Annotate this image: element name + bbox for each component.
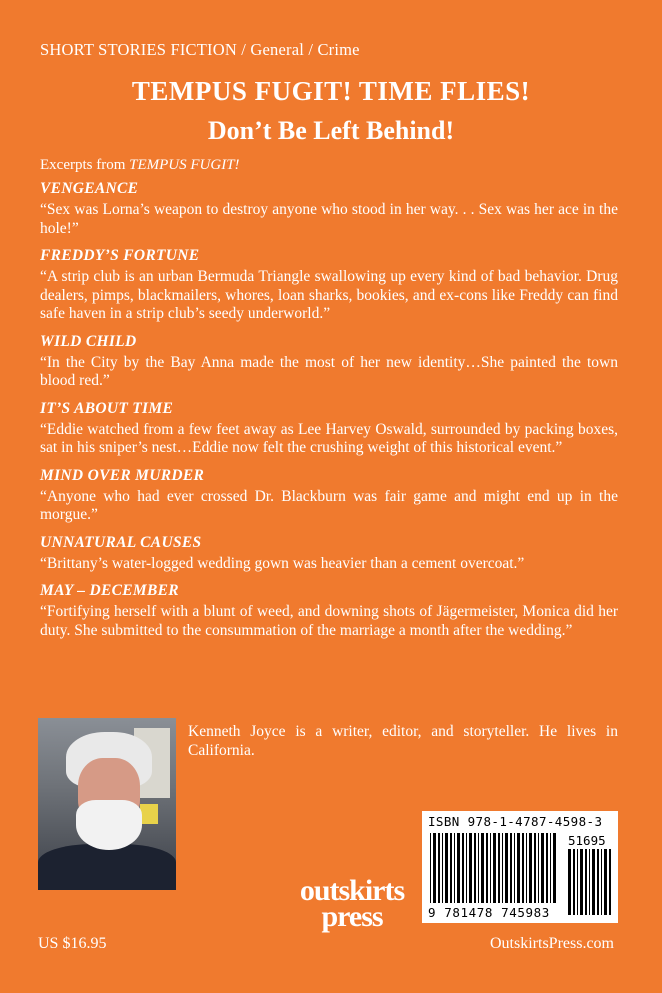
excerpt-text: “In the City by the Bay Anna made the most of her new identity…She painted the town blood red.” bbox=[40, 353, 618, 389]
excerpt-text: “Anyone who had ever crossed Dr. Blackburn was fair game and might end up in the morgue.” bbox=[40, 487, 618, 523]
intro-prefix: Excerpts from bbox=[40, 157, 130, 173]
barcode-bar bbox=[502, 833, 503, 903]
excerpt-title: UNNATURAL CAUSES bbox=[40, 533, 202, 551]
barcode-bar bbox=[450, 833, 452, 903]
excerpt-text: “A strip club is an urban Bermuda Triangle swallowing up every kind of bad behavior. Drug dealers, pimps, blackmailers, whores, loan sharks, bookies, and ex-cons like Freddy can find safe haven in a strip club’s seedy underworld.” bbox=[40, 268, 618, 322]
price: US $16.95 bbox=[38, 935, 107, 952]
excerpt-title: WILD CHILD bbox=[40, 332, 137, 350]
barcode-main-bars bbox=[430, 833, 558, 903]
excerpt-text: “Brittany’s water-logged wedding gown was heavier than a cement overcoat.” bbox=[40, 554, 525, 572]
excerpt-title: MAY – DECEMBER bbox=[40, 582, 179, 599]
barcode-bar bbox=[462, 833, 464, 903]
barcode-bar bbox=[529, 833, 532, 903]
excerpt bbox=[40, 333, 618, 391]
barcode-bar bbox=[486, 833, 488, 903]
barcode-bar bbox=[481, 833, 484, 903]
barcode-bar bbox=[505, 833, 508, 903]
photo-shirt bbox=[38, 844, 176, 890]
barcode-bar bbox=[457, 833, 460, 903]
excerpt bbox=[40, 180, 618, 238]
barcode-bar bbox=[592, 849, 595, 915]
intro-book-title: TEMPUS FUGIT! bbox=[129, 157, 240, 173]
excerpt-text: “Eddie watched from a few feet away as Lee Harvey Oswald, surrounded by packing boxes, sat in his sniper’s nest…Eddie now felt the crushing weight of this historical event.” bbox=[40, 420, 618, 456]
barcode-bar bbox=[517, 833, 520, 903]
barcode-bar bbox=[438, 833, 440, 903]
photo-beard bbox=[76, 800, 142, 850]
barcode-bar bbox=[498, 833, 500, 903]
barcode-bar bbox=[430, 833, 431, 903]
barcode-bar bbox=[514, 833, 515, 903]
barcode-bar bbox=[541, 833, 544, 903]
headline-title: TEMPUS FUGIT! TIME FLIES! bbox=[131, 76, 531, 106]
barcode-bar bbox=[445, 833, 448, 903]
barcode-bar bbox=[597, 849, 599, 915]
barcode-bar bbox=[478, 833, 479, 903]
barcode-bar bbox=[522, 833, 524, 903]
author-photo bbox=[38, 718, 176, 890]
excerpts-intro bbox=[40, 157, 240, 174]
barcode-bar bbox=[493, 833, 496, 903]
photo-background-note bbox=[140, 804, 158, 824]
barcode-bar bbox=[510, 833, 512, 903]
barcode-bar bbox=[433, 833, 436, 903]
author-bio: Kenneth Joyce is a writer, editor, and storyteller. He lives in California. bbox=[188, 723, 618, 759]
price-code: 51695 bbox=[568, 833, 606, 848]
excerpt-text: “Sex was Lorna’s weapon to destroy anyone who stood in her way. . . Sex was her ace in the hole!” bbox=[40, 201, 618, 237]
barcode-bar bbox=[526, 833, 527, 903]
barcode-bar bbox=[466, 833, 467, 903]
barcode-bar bbox=[534, 833, 536, 903]
excerpt-title: IT’S ABOUT TIME bbox=[40, 399, 174, 417]
barcode-bar bbox=[604, 849, 607, 915]
barcode-bar bbox=[546, 833, 548, 903]
barcode-bar bbox=[553, 833, 556, 903]
excerpt-text: “Fortifying herself with a blunt of weed, and downing shots of Jägermeister, Monica did her duty. She submitted to the consummation of the marriage a month after the wedding.” bbox=[40, 603, 618, 639]
barcode-bar bbox=[573, 849, 575, 915]
barcode-bar bbox=[474, 833, 476, 903]
barcode-bar bbox=[589, 849, 590, 915]
barcode-bar bbox=[568, 849, 571, 915]
isbn-barcode bbox=[422, 811, 618, 923]
barcode-bar bbox=[442, 833, 443, 903]
excerpt-title: FREDDY’S FORTUNE bbox=[40, 247, 200, 264]
excerpt bbox=[40, 400, 618, 458]
barcode-bar bbox=[454, 833, 455, 903]
publisher-url: OutskirtsPress.com bbox=[490, 935, 614, 952]
barcode-bar bbox=[490, 833, 491, 903]
excerpt bbox=[40, 467, 618, 525]
barcode-bar bbox=[577, 849, 578, 915]
headline-subtitle: Don’t Be Left Behind! bbox=[207, 116, 455, 145]
excerpt bbox=[40, 534, 618, 574]
barcode-bar bbox=[538, 833, 539, 903]
excerpt bbox=[40, 582, 618, 640]
logo-line-2: press bbox=[321, 900, 383, 933]
barcode-bar bbox=[601, 849, 602, 915]
logo-line-1: outskirts bbox=[299, 874, 405, 907]
category-line: SHORT STORIES FICTION / General / Crime bbox=[40, 40, 360, 59]
publisher-logo bbox=[290, 876, 414, 932]
barcode-bar bbox=[585, 849, 587, 915]
barcode-bar bbox=[580, 849, 583, 915]
isbn-number: ISBN 978-1-4787-4598-3 bbox=[428, 814, 603, 829]
barcode-addon-bars bbox=[568, 849, 612, 915]
excerpt bbox=[40, 247, 618, 324]
excerpt-title: VENGEANCE bbox=[40, 180, 139, 197]
barcode-bar bbox=[609, 849, 611, 915]
barcode-digits: 9 781478 745983 bbox=[428, 905, 550, 920]
excerpts-list bbox=[40, 180, 618, 649]
barcode-bar bbox=[550, 833, 551, 903]
barcode-bar bbox=[469, 833, 472, 903]
excerpt-title: MIND OVER MURDER bbox=[40, 466, 205, 484]
